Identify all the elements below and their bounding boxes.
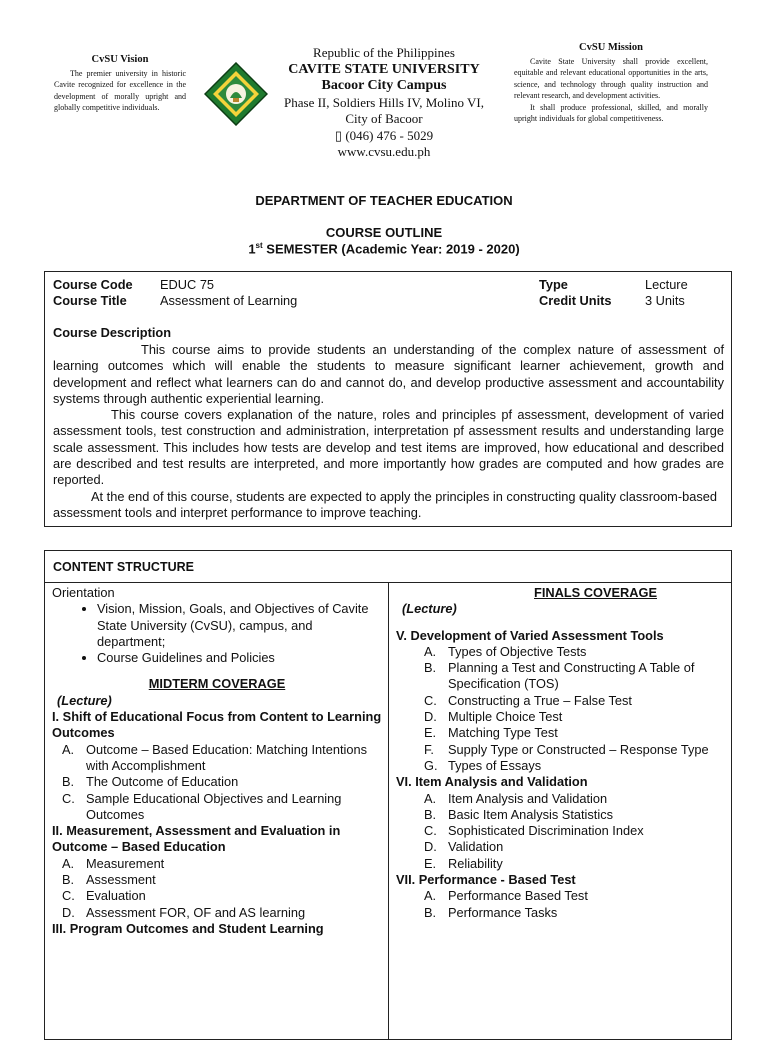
- campus-name: Bacoor City Campus: [321, 78, 447, 93]
- semester-title: [0, 241, 768, 256]
- column-divider: [388, 583, 389, 1039]
- semester-text: SEMESTER (Academic Year: 2019 - 2020): [262, 241, 520, 257]
- description-paragraph-1: This course aims to provide students an understanding of the complex nature of assessment of learning outcomes which will enable the students to measure significant learner achievement, growth and development and reflect what learners can do and cannot do, and develop productive assessment and accountability systems through authentic experiential learning.: [53, 342, 724, 406]
- course-code-value: EDUC 75: [160, 277, 215, 292]
- item-letter: A.: [424, 888, 437, 904]
- item-letter: D.: [424, 839, 437, 855]
- topic-item: [52, 742, 382, 775]
- item-text: Sophisticated Discrimination Index: [448, 823, 644, 839]
- description-paragraph-3: At the end of this course, students are expected to apply the principles in constructing quality classroom-based assessment tools and interpret performance to improve teaching.: [53, 488, 717, 520]
- address-line-1: Phase II, Soldiers Hills IV, Molino VI,: [284, 94, 484, 110]
- topic-item: [396, 856, 726, 872]
- item-letter: A.: [424, 643, 437, 659]
- content-structure-heading: CONTENT STRUCTURE: [45, 551, 731, 583]
- topic-item: [396, 693, 726, 709]
- phone-number: (046) 476 - 5029: [342, 127, 434, 143]
- midterm-lecture-label: (Lecture): [57, 692, 112, 708]
- topic-heading: I. Shift of Educational Focus from Content to Learning Outcomes: [52, 709, 382, 741]
- mission-text-1: Cavite State University shall provide excellent, equitable and relevant educational opportunities in the arts, science, and technology through quality instruction and relevant research, and development activities.: [514, 56, 708, 100]
- topic-item: [396, 725, 726, 741]
- semester-suffix: st: [255, 241, 263, 250]
- university-name: CAVITE STATE UNIVERSITY: [288, 61, 480, 77]
- course-description-label: Course Description: [53, 325, 172, 340]
- republic-line: Republic of the Philippines: [313, 45, 455, 60]
- item-letter: B.: [62, 774, 75, 790]
- item-letter: F.: [424, 741, 434, 757]
- semester-number: 1: [248, 241, 256, 257]
- item-text: Matching Type Test: [448, 725, 558, 741]
- type-label: Type: [539, 277, 568, 292]
- mission-heading: CvSU Mission: [579, 42, 643, 53]
- item-text: Outcome – Based Education: Matching Intentions with Accomplishment: [86, 741, 367, 773]
- topic-item: [396, 709, 726, 725]
- item-letter: C.: [62, 790, 75, 806]
- mission-block: [514, 42, 708, 125]
- item-letter: A.: [62, 855, 75, 871]
- university-header: [268, 45, 500, 161]
- item-text: Sample Educational Objectives and Learning Outcomes: [86, 790, 342, 822]
- topic-item: [396, 905, 726, 921]
- description-paragraph-2: This course covers explanation of the nature, roles and principles pf assessment, development of varied assessment tools, test construction and administration, interpretation pf assessment results and understanding large scale assessment. This includes how tests are develop and test items are improved, how educational and described are described and test results are interpreted, and more importantly how grades are computed and how grades are reported.: [53, 407, 724, 488]
- topic-item: [52, 905, 382, 921]
- item-letter: G.: [424, 757, 438, 773]
- course-title-label: Course Title: [53, 293, 127, 308]
- item-text: Reliability: [448, 855, 503, 871]
- course-outline-title: COURSE OUTLINE: [325, 225, 443, 240]
- topic-heading: III. Program Outcomes and Student Learning: [52, 920, 324, 936]
- item-text: Types of Objective Tests: [448, 643, 587, 659]
- content-structure-box: [44, 550, 732, 1040]
- list-item: • Course Guidelines and Policies: [97, 650, 382, 666]
- item-letter: C.: [62, 888, 75, 904]
- topic-heading: VI. Item Analysis and Validation: [396, 774, 588, 790]
- item-letter: A.: [424, 790, 437, 806]
- topic-item: [396, 644, 726, 660]
- orientation-list: [52, 601, 382, 666]
- item-letter: B.: [424, 904, 437, 920]
- topic-heading: V. Development of Varied Assessment Tools: [396, 627, 664, 643]
- topic-item: [396, 888, 726, 904]
- item-text: Basic Item Analysis Statistics: [448, 806, 613, 822]
- list-item: • Vision, Mission, Goals, and Objectives of Cavite State University (CvSU), campus, and department;: [97, 601, 382, 650]
- item-text: Supply Type or Constructed – Response Type: [448, 741, 709, 757]
- topic-item: [52, 872, 382, 888]
- credit-units-label: Credit Units: [539, 293, 612, 308]
- mission-text-2: It shall produce professional, skilled, and morally upright individuals for global competitiveness.: [514, 102, 708, 123]
- topic-item: [396, 823, 726, 839]
- item-text: Performance Tasks: [448, 904, 558, 920]
- item-letter: B.: [424, 806, 437, 822]
- midterm-heading: MIDTERM COVERAGE: [148, 676, 286, 692]
- item-text: Validation: [448, 839, 504, 855]
- item-text: Evaluation: [86, 888, 146, 904]
- item-text: The Outcome of Education: [86, 774, 239, 790]
- item-text: Multiple Choice Test: [448, 709, 563, 725]
- credit-units-value: 3 Units: [645, 293, 685, 308]
- item-letter: A.: [62, 741, 75, 757]
- topic-item: [396, 807, 726, 823]
- item-text: Planning a Test and Constructing A Table of Specification (TOS): [448, 660, 695, 692]
- course-code-label: Course Code: [53, 277, 133, 292]
- item-text: Assessment FOR, OF and AS learning: [86, 904, 306, 920]
- vision-text: The premier university in historic Cavite recognized for excellence in the development of morally upright and globally competitive individuals.: [54, 68, 186, 112]
- item-letter: C.: [424, 823, 437, 839]
- orientation-label: Orientation: [52, 585, 115, 600]
- finals-column: [396, 585, 726, 921]
- item-text: Performance Based Test: [448, 888, 588, 904]
- topic-item: [52, 856, 382, 872]
- vision-block: [54, 54, 186, 114]
- course-title-value: Assessment of Learning: [160, 293, 298, 308]
- course-description: [53, 342, 724, 521]
- type-value: Lecture: [645, 277, 688, 292]
- website-link[interactable]: www.cvsu.edu.ph: [337, 144, 431, 159]
- topic-item: [396, 791, 726, 807]
- phone-icon: ▯: [334, 127, 343, 143]
- topic-item: [52, 774, 382, 790]
- item-text: Item Analysis and Validation: [448, 790, 608, 806]
- topic-item: [52, 791, 382, 824]
- phone-line: [268, 128, 500, 145]
- finals-lecture-label: (Lecture): [402, 601, 457, 617]
- item-text: Types of Essays: [448, 757, 542, 773]
- item-letter: C.: [424, 692, 437, 708]
- topic-item: [396, 742, 726, 758]
- midterm-column: [52, 585, 382, 937]
- item-text: Assessment: [86, 872, 156, 888]
- topic-heading: VII. Performance - Based Test: [396, 872, 576, 888]
- vision-heading: CvSU Vision: [91, 54, 149, 65]
- item-text: Measurement: [86, 855, 165, 871]
- item-letter: D.: [62, 904, 75, 920]
- item-letter: B.: [62, 872, 75, 888]
- department-title: DEPARTMENT OF TEACHER EDUCATION: [255, 193, 513, 208]
- cvsu-logo: [204, 62, 268, 126]
- finals-heading: FINALS COVERAGE: [534, 585, 658, 600]
- topic-heading: II. Measurement, Assessment and Evaluation in Outcome – Based Education: [52, 823, 341, 855]
- item-letter: B.: [424, 660, 437, 676]
- topic-item: [52, 888, 382, 904]
- course-info-box: [44, 271, 732, 527]
- item-letter: E.: [424, 855, 437, 871]
- topic-item: [396, 839, 726, 855]
- item-letter: E.: [424, 725, 437, 741]
- topic-item: [396, 660, 726, 693]
- address-line-2: City of Bacoor: [345, 111, 423, 126]
- item-text: Constructing a True – False Test: [448, 692, 632, 708]
- topic-item: [396, 758, 726, 774]
- item-letter: D.: [424, 709, 437, 725]
